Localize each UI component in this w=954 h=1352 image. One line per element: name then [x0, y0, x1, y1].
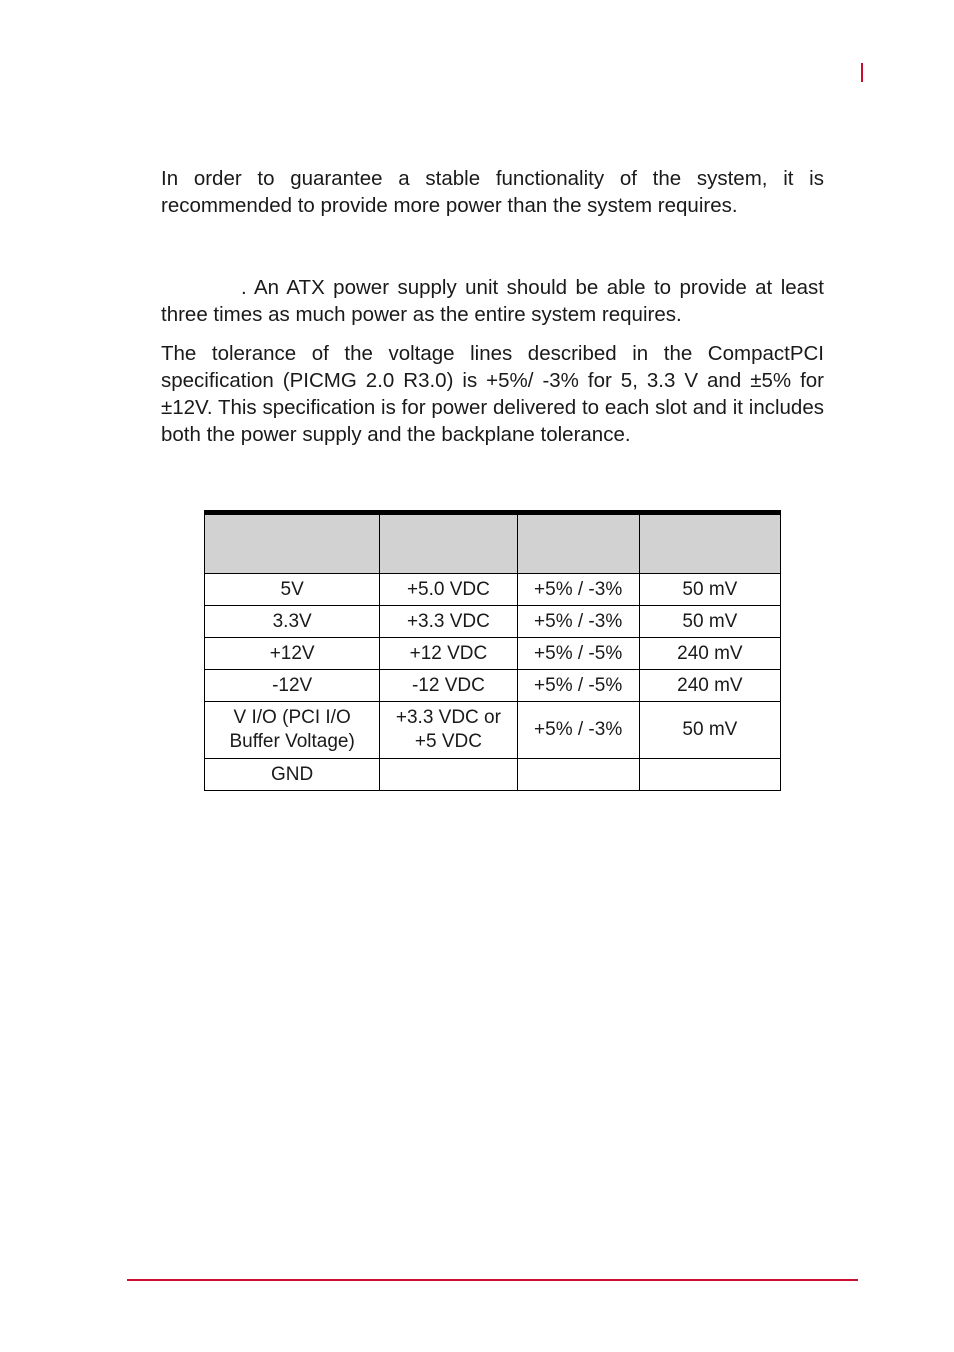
table-row — [205, 670, 781, 702]
table-header-cell — [205, 513, 380, 574]
nominal-voltage-cell — [380, 759, 517, 791]
table-row — [205, 702, 781, 759]
tolerance-cell: +5% / -5% — [517, 638, 639, 670]
tolerance-cell: +5% / -3% — [517, 574, 639, 606]
paragraph-power-recommendation: In order to guarantee a stable functionality of the system, it is recommended to provide more power than the system requires. — [161, 167, 824, 217]
nominal-voltage-cell: -12 VDC — [380, 670, 517, 702]
nominal-voltage-cell: +12 VDC — [380, 638, 517, 670]
table-header-cell — [517, 513, 639, 574]
table-row — [205, 606, 781, 638]
nominal-voltage-cell — [380, 702, 517, 759]
voltage-line-cell: 3.3V — [205, 606, 380, 638]
table-row — [205, 759, 781, 791]
table-row — [205, 638, 781, 670]
ripple-cell: 50 mV — [639, 606, 780, 638]
cell-line: Buffer Voltage) — [229, 731, 355, 752]
footer-rule — [127, 1279, 858, 1281]
cell-line: +3.3 VDC or — [395, 707, 501, 728]
cell-line: +5 VDC — [414, 731, 482, 752]
table-header-cell — [380, 513, 517, 574]
table-header-row — [205, 513, 781, 574]
tolerance-cell: +5% / -3% — [517, 606, 639, 638]
paragraph-voltage-tolerance: The tolerance of the voltage lines described in the CompactPCI specification (PICMG 2.0 R3.0) is +5%/ -3% for 5, 3.3 V and ±5% for ±12V. This specification is for power delivered to each slot and it includes both the power supply and the backplane tolerance. — [161, 342, 824, 446]
voltage-line-cell: -12V — [205, 670, 380, 702]
voltage-line-cell: GND — [205, 759, 380, 791]
header-accent-mark — [861, 63, 863, 82]
paragraph-atx-power: . An ATX power supply unit should be able to provide at least three times as much power as the entire system requires. — [161, 276, 824, 326]
voltage-line-cell: +12V — [205, 638, 380, 670]
tolerance-cell — [517, 759, 639, 791]
nominal-voltage-cell: +3.3 VDC — [380, 606, 517, 638]
table-row — [205, 574, 781, 606]
ripple-cell: 240 mV — [639, 638, 780, 670]
cell-line: V I/O (PCI I/O — [233, 707, 351, 728]
nominal-voltage-cell: +5.0 VDC — [380, 574, 517, 606]
ripple-cell: 240 mV — [639, 670, 780, 702]
ripple-cell — [639, 759, 780, 791]
voltage-line-cell: 5V — [205, 574, 380, 606]
voltage-tolerance-table — [204, 510, 781, 791]
tolerance-cell: +5% / -5% — [517, 670, 639, 702]
tolerance-cell: +5% / -3% — [517, 702, 639, 759]
ripple-cell: 50 mV — [639, 702, 780, 759]
table-header-cell — [639, 513, 780, 574]
ripple-cell: 50 mV — [639, 574, 780, 606]
voltage-line-cell — [205, 702, 380, 759]
